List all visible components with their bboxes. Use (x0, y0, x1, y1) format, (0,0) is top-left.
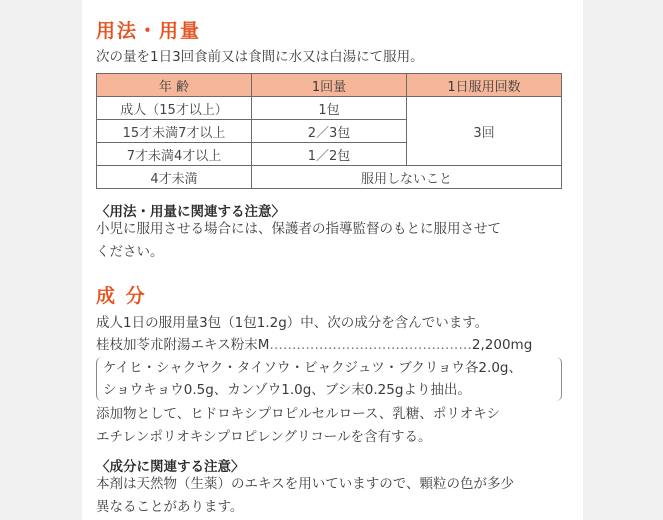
dose-cell: 1／2包 (252, 143, 407, 166)
table-row (97, 166, 562, 189)
ingredients-note-line: 異なることがあります。 (96, 499, 244, 515)
not-allowed-cell: 服用しないこと (252, 166, 562, 189)
additive-line: 添加物として、ヒドロキシプロピルセルロース、乳糖、ポリオキシ (96, 406, 501, 422)
dose-cell: 1包 (252, 97, 407, 120)
times-cell: 3回 (407, 97, 562, 166)
extract-amount: 2,200mg (471, 337, 533, 353)
table-row (97, 97, 562, 120)
table-header-row (97, 74, 562, 97)
header-age: 年 齢 (97, 74, 252, 97)
bracket-line: ケイヒ・シャクヤク・タイソウ・ビャクジュツ・ブクリョウ各2.0g、 (103, 360, 522, 376)
header-times: 1日服用回数 (407, 74, 562, 97)
usage-note-title: 〈用法・用量に関連する注意〉 (96, 204, 285, 220)
additive-line: エチレンポリオキシプロピレングリコールを含有する。 (96, 429, 432, 445)
dosage-table (96, 73, 562, 189)
usage-heading: 用法・用量 (96, 20, 202, 42)
extract-dots: ……………………………………… (269, 337, 472, 353)
ingredients-heading: 成 分 (96, 285, 147, 307)
page (82, 0, 583, 520)
age-cell: 7才未満4才以上 (97, 143, 252, 166)
crude-drug-bracket (96, 357, 562, 401)
bracket-line: ショウキョウ0.5g、カンゾウ1.0g、ブシ末0.25gより抽出。 (103, 382, 471, 398)
extract-name: 桂枝加苓朮附湯エキス粉末M (96, 337, 270, 353)
usage-intro: 次の量を1日3回食前又は食間に水又は白湯にて服用。 (96, 49, 424, 65)
ingredients-intro: 成人1日の服用量3包（1包1.2g）中、次の成分を含んでいます。 (96, 315, 489, 331)
ingredients-note-line: 本剤は天然物（生薬）のエキスを用いていますので、顆粒の色が多少 (96, 476, 514, 492)
age-cell: 4才未満 (97, 166, 252, 189)
age-cell: 成人（15才以上） (97, 97, 252, 120)
usage-note-line: ください。 (96, 244, 164, 260)
age-cell: 15才未満7才以上 (97, 120, 252, 143)
usage-note-line: 小児に服用させる場合には、保護者の指導監督のもとに服用させて (96, 221, 501, 237)
extract-line (96, 334, 532, 357)
dose-cell: 2／3包 (252, 120, 407, 143)
header-dose: 1回量 (252, 74, 407, 97)
ingredients-note-title: 〈成分に関連する注意〉 (96, 459, 245, 475)
